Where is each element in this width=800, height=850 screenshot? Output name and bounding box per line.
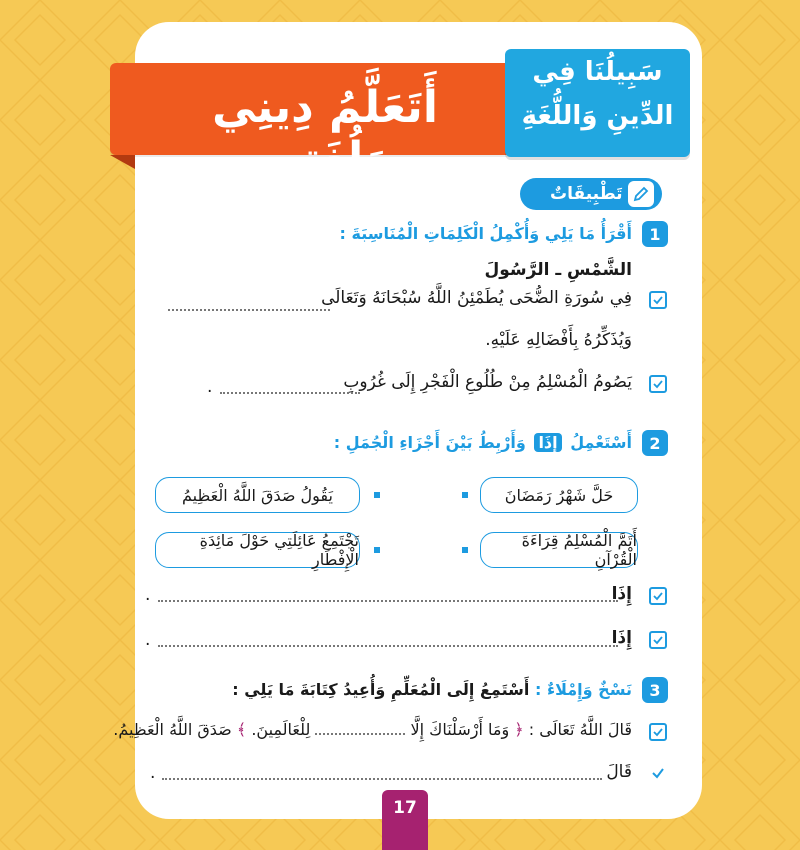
- quran-line: [113, 720, 632, 739]
- ornate-bracket-close: ﴾: [236, 720, 247, 739]
- checkmark-icon: [651, 766, 665, 780]
- match-option-right-2[interactable]: أَتَمَّ الْمُسْلِمُ قِرَاءَةَ الْقُرْآنِ: [480, 532, 638, 568]
- checkbox-icon[interactable]: [649, 723, 667, 741]
- answer-blank[interactable]: [168, 309, 330, 311]
- checkbox-icon[interactable]: [649, 375, 667, 393]
- copy-line-end: .: [150, 763, 156, 783]
- ornate-bracket-open: ﴿: [514, 720, 524, 739]
- match-option-right-1[interactable]: حَلَّ شَهْرُ رَمَضَانَ: [480, 477, 638, 513]
- checkbox-icon[interactable]: [649, 587, 667, 605]
- quote-intro: قَالَ اللَّهُ تَعَالَى :: [528, 720, 632, 739]
- question-2-instruction: [334, 433, 632, 452]
- bullet-icon: [374, 547, 380, 553]
- bullet-icon: [374, 492, 380, 498]
- instruction-part-a: نَسْخٌ وَإِمْلَاءٌ :: [534, 680, 632, 699]
- match-option-left-1[interactable]: يَقُولُ صَدَقَ اللَّهُ الْعَظِيمُ: [155, 477, 360, 513]
- series-name-line1: سَبِيلُنَا فِي: [532, 57, 663, 87]
- answer-blank[interactable]: [162, 778, 602, 780]
- question-number-3: 3: [642, 677, 668, 703]
- answer-blank[interactable]: [220, 392, 360, 394]
- checkbox-icon[interactable]: [649, 291, 667, 309]
- bullet-icon: [462, 547, 468, 553]
- answer-blank[interactable]: [158, 600, 618, 602]
- pencil-icon: [628, 181, 654, 207]
- page-number: 17: [393, 798, 417, 818]
- sentence-2: يَصُومُ الْمُسْلِمُ مِنْ طُلُوعِ الْفَجْرِ إِلَى غُرُوبِ: [343, 372, 632, 392]
- instruction-part-b: وَأَرْبِطُ بَيْنَ أَجْزَاءِ الْجُمَلِ :: [333, 433, 526, 452]
- word-bank: الشَّمْسِ ـ الرَّسُولَ: [484, 260, 632, 280]
- sentence-2-end: .: [207, 377, 213, 397]
- section-header: [520, 178, 662, 210]
- instruction-part-a: أَسْتَعْمِلُ: [570, 433, 632, 452]
- copy-line-start: قَالَ: [606, 762, 632, 782]
- question-1-instruction: أَقْرَأُ مَا يَلِي وَأُكْمِلُ الْكَلِمَاتِ الْمُنَاسِبَةَ :: [339, 224, 632, 243]
- verse-closing: صَدَقَ اللَّهُ الْعَظِيمُ.: [113, 720, 232, 739]
- bullet-icon: [462, 492, 468, 498]
- series-name-line2: الدِّينِ وَاللُّغَةِ: [521, 101, 674, 131]
- sentence-1-line-2: وَيُذَكِّرُهُ بِأَفْضَالِهِ عَلَيْهِ.: [485, 330, 632, 350]
- question-number-1: 1: [642, 221, 668, 247]
- verse-blank[interactable]: [315, 733, 405, 735]
- series-badge: [505, 49, 690, 157]
- question-3-instruction: [232, 680, 632, 699]
- section-label: تَطْبِيقَاتٌ: [550, 184, 623, 204]
- banner-fold: [110, 155, 135, 169]
- instruction-part-b: أَسْتَمِعُ إِلَى الْمُعَلِّمِ وَأُعِيدُ كِتَابَةَ مَا يَلِي :: [232, 680, 530, 699]
- answer-prefix: إِذَا: [611, 584, 632, 604]
- page-title: أَتَعَلَّمُ دِينِي وَلُغَتِي: [212, 82, 438, 184]
- verse-part-1: وَمَا أَرْسَلْنَاكَ إِلَّا: [410, 720, 510, 739]
- idha-badge: إِذَا: [534, 433, 561, 452]
- answer-blank[interactable]: [158, 645, 618, 647]
- checkbox-icon[interactable]: [649, 631, 667, 649]
- answer-end: .: [145, 630, 151, 650]
- verse-part-2: لِلْعَالَمِينَ.: [251, 720, 311, 739]
- answer-prefix: إِذَا: [611, 628, 632, 648]
- answer-end: .: [145, 585, 151, 605]
- sentence-1-line-1: فِي سُورَةِ الضُّحَى يُطَمْئِنُ اللَّهُ سُبْحَانَهُ وَتَعَالَى: [321, 288, 632, 308]
- match-option-left-2[interactable]: تَجْتَمِعُ عَائِلَتِي حَوْلَ مَائِدَةِ الْإِفْطَارِ: [155, 532, 360, 568]
- question-number-2: 2: [642, 430, 668, 456]
